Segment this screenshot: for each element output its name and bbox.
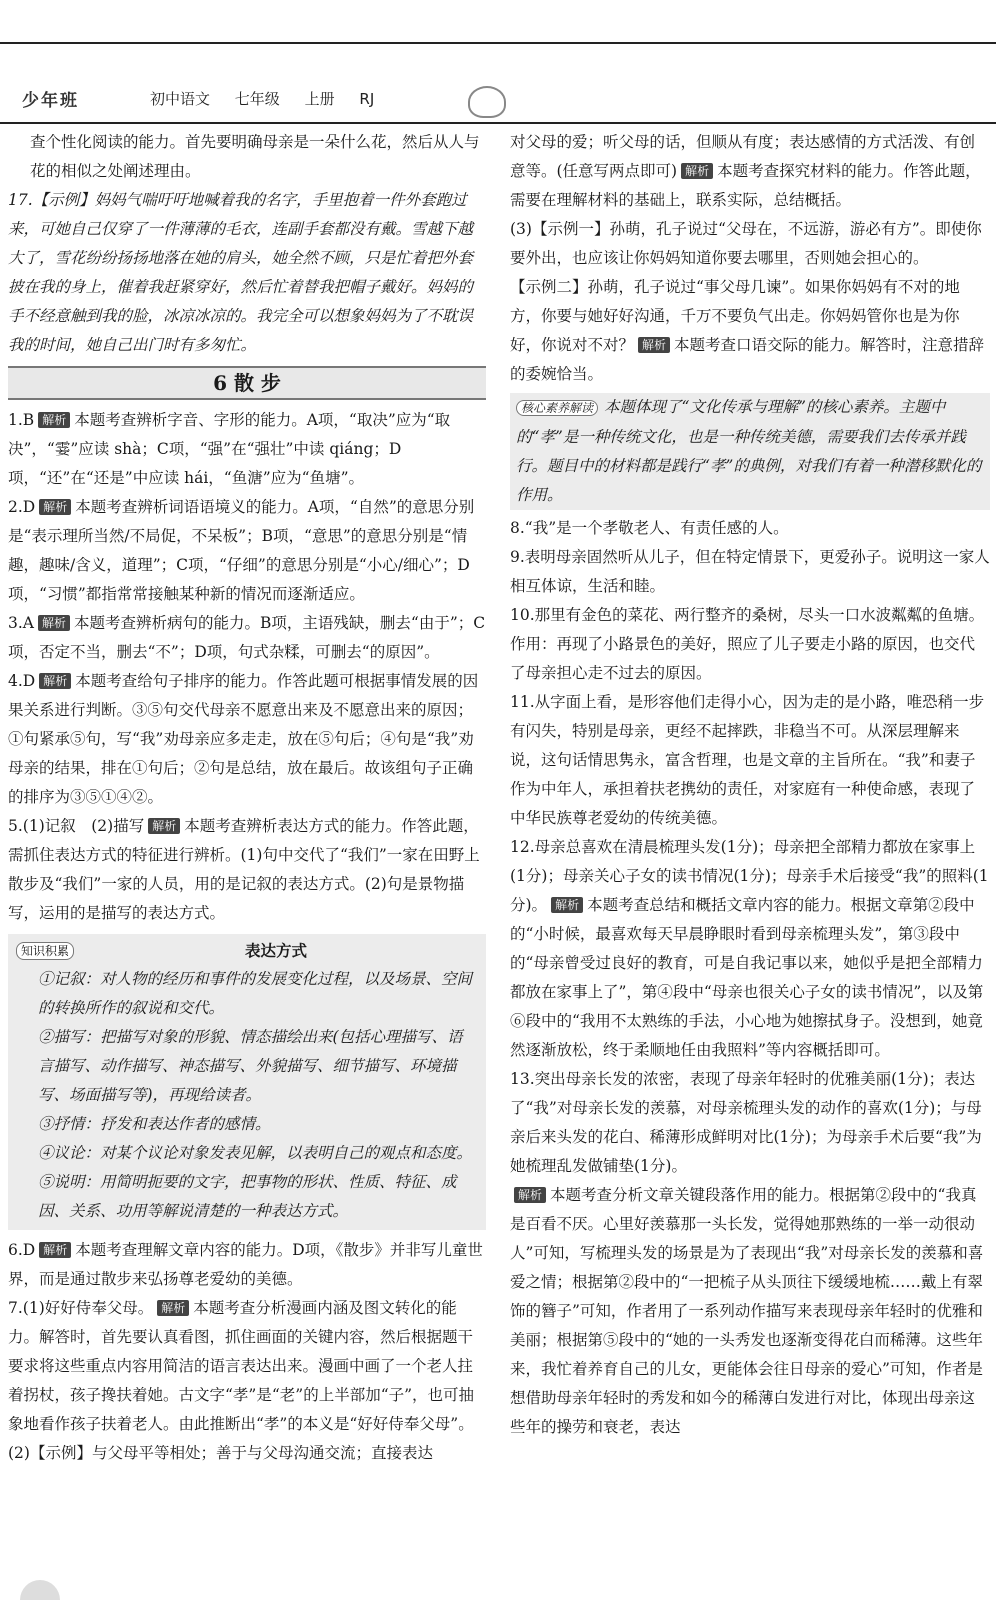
mascot-icon	[468, 86, 506, 118]
answer-13	[510, 1065, 990, 1181]
answer-text: 本题考查理解文章内容的能力。D项，《散步》并非写儿童世界，而是通过散步来弘扬尊老爱幼的美德。	[8, 1241, 483, 1288]
answer-11	[510, 688, 990, 833]
answer-7	[8, 1294, 486, 1439]
answer-num: 11.	[510, 693, 535, 711]
answer-7-2	[8, 1439, 486, 1468]
answer-4	[8, 667, 486, 812]
volume: 上册	[304, 90, 335, 108]
answer-text: 与父母平等相处；善于与父母沟通交流；直接表达	[91, 1444, 433, 1462]
analysis-tag: 解析	[39, 673, 71, 689]
answer-num: 1.B	[8, 411, 35, 429]
left-column	[8, 128, 486, 1468]
analysis-tag: 解析	[39, 1242, 71, 1258]
knowledge-header	[16, 936, 478, 965]
answer-text: 本题考查分析漫画内涵及图文转化的能力。解答时，首先要认真看图，抓住画面的关键内容，然后根据题干要求将这些重点内容用简洁的语言表达出来。漫画中画了一个老人拄着拐杖，孩子搀扶着她。古文字“孝”是“老”的上半部加“子”，也可抽象地看作孩子扶着老人。由此推断出“孝”的本义是“好好侍奉父母”。	[8, 1299, 475, 1433]
answer-num: 8.	[510, 519, 525, 537]
answer-8	[510, 514, 990, 543]
edition: RJ	[359, 90, 375, 108]
knowledge-title: 表达方式	[245, 941, 308, 960]
answer-9	[510, 543, 990, 601]
analysis-tag: 解析	[38, 615, 70, 631]
top-rule	[0, 42, 996, 44]
analysis-tag: 解析	[148, 818, 180, 834]
analysis-tag: 解析	[39, 499, 71, 515]
answer-num: 2.D	[8, 498, 36, 516]
analysis-text: 本题考查探究材料的能力。作答此题，需要在理解材料的基础上，联系实际，总结概括。	[510, 162, 981, 209]
answer-text: 【示例二】孙萌，孔子说过“事父母几谏”。如果你妈妈有不对的地方，你要与她好好沟通，千万不要负气出走。你妈妈管你也是为你好，你说对不对？	[510, 278, 960, 354]
answer-text: 本题考查给句子排序的能力。作答此题可根据事情发展的因果关系进行判断。③⑤句交代母亲不愿意出来及不愿意出来的原因；①句紧承⑤句，写“我”劝母亲应多走走，放在⑤句后；④句是“我”劝母亲的结果，排在①句后；②句是总结，放在最后。故该组句子正确的排序为③⑤①④②。	[8, 672, 479, 806]
answer-text: 表明母亲固然听从儿子，但在特定情景下，更爱孙子。说明这一家人相互体谅，生活和睦。	[510, 548, 990, 595]
answer-6	[8, 1236, 486, 1294]
answer-7-3: (3)【示例一】孙萌，孔子说过“父母在，不远游，游必有方”。即使你要外出，也应该让你妈妈知道你要去哪里，否则她会担心的。	[510, 220, 982, 267]
answer-text: 本题考查辨析词语语境义的能力。A项，“自然”的意思分别是“表示理所当然/不局促，不呆板”；B项，“意思”的意思分别是“情趣，趣味/含义，道理”；C项，“仔细”的意思分别是“小心/细心”；D项，“习惯”都指常常接触某种新的情况而逐渐适应。	[8, 498, 475, 603]
answer-7-3b	[510, 273, 990, 389]
core-text: 本题体现了“文化传承与理解”的核心素养。主题中的“孝”是一种传统文化，也是一种传统美德，需要我们去传承并践行。题目中的材料都是践行“孝”的典例，对我们有着一种潜移默化的作用。	[516, 398, 982, 504]
answer-num: 12.	[510, 838, 535, 856]
knowledge-line: ⑤说明：用简明扼要的文字，把事物的形状、性质、特征、成因、关系、功用等解说清楚的一种表达方式。	[38, 1173, 457, 1220]
answer-num: 6.D	[8, 1241, 36, 1259]
knowledge-line: ③抒情：抒发和表达作者的感情。	[38, 1115, 271, 1133]
answer-num: (2)【示例】	[8, 1444, 92, 1462]
analysis-text: 本题考查口语交际的能力。解答时，注意措辞的委婉恰当。	[510, 336, 985, 383]
answer-num: 4.D	[8, 672, 36, 690]
answer-num: 10.	[510, 606, 535, 624]
analysis-text: 本题考查分析文章关键段落作用的能力。根据第②段中的“我真是百看不厌。心里好羡慕那一头长发，觉得她那熟练的一举一动很动人”可知，写梳理头发的场景是为了表现出“我”对母亲长发的羡慕和喜爱之情；根据第②段中的“一把梳子从头顶往下缓缓地梳……戴上有翠饰的簪子”可知，作者用了一系列动作描写来表现母亲年轻时的优雅和美丽；根据第⑤段中的“她的一头秀发也逐渐变得花白而稀薄。这些年来，我忙着养育自己的儿女，更能体会往日母亲的爱心”可知，作者是想借助母亲年轻时的秀发和如今的稀薄白发进行对比，体现出母亲这些年的操劳和衰老，表达	[510, 1186, 984, 1436]
analysis-tag: 解析	[38, 412, 70, 428]
paragraph	[510, 128, 990, 215]
analysis-tag: 解析	[157, 1300, 189, 1316]
answer-text: 突出母亲长发的浓密，表现了母亲年轻时的优雅美丽(1分)；表达了“我”对母亲长发的羡慕，对母亲梳理头发的动作的喜欢(1分)；与母亲后来头发的花白、稀薄形成鲜明对比(1分)；为母亲手术后要“我”为她梳理乱发做铺垫(1分)。	[510, 1070, 982, 1175]
answer-num: 3.A	[8, 614, 34, 632]
core-literacy-box	[510, 393, 990, 510]
paragraph: 查个性化阅读的能力。首先要明确母亲是一朵什么花，然后从人与花的相似之处阐述理由。	[30, 133, 480, 180]
core-label: 核心素养解读	[516, 400, 598, 416]
answer-text: “我”是一个孝敬老人、有责任感的人。	[524, 519, 789, 537]
analysis-text: 本题考查总结和概括文章内容的能力。根据文章第②段中的“小时候，最喜欢每天早晨睁眼时看到母亲梳理头发”，第③段中的“母亲曾受过良好的教育，可是自我记事以来，她似乎是把全部精力都放在家事上了”，第④段中“母亲也很关心子女的读书情况”，以及第⑥段中的“我用不太熟练的手法，小心地为她擦拭身子。没想到，她竟然逐渐放松，终于柔顺地任由我照料”等内容概括即可。	[510, 896, 984, 1059]
answer-text: 本题考查辨析病句的能力。B项，主语残缺，删去“由于”；C项，否定不当，删去“不”；D项，句式杂糅，可删去“的原因”。	[8, 614, 486, 661]
corner-ornament-icon	[20, 1580, 60, 1600]
analysis-tag: 解析	[551, 897, 583, 913]
answer-text: 母亲总喜欢在清晨梳理头发(1分)；母亲把全部精力都放在家事上(1分)；母亲关心子女的读书情况(1分)；母亲手术后接受“我”的照料(1分)。	[510, 838, 989, 914]
answer-text: 本题考查辨析字音、字形的能力。A项，“取决”应为“取决”，“霎”应读 shà；C项，“强”在“强壮”中读 qiáng；D项，“还”在“还是”中应读 hái，“鱼溏”应为“鱼塘”。	[8, 411, 451, 487]
subject: 初中语文	[150, 90, 211, 108]
knowledge-line: ①记叙：对人物的经历和事件的发展变化过程，以及场景、空间的转换所作的叙说和交代。	[38, 970, 473, 1017]
brand-logo: 少年班	[22, 91, 79, 111]
answer-12	[510, 833, 990, 1065]
answer-2	[8, 493, 486, 609]
answer-num: 5.(1)记叙 (2)描写	[8, 817, 145, 835]
answer-text: 那里有金色的菜花、两行整齐的桑树，尽头一口水波粼粼的鱼塘。作用：再现了小路景色的美好，照应了儿子要走小路的原因，也交代了母亲担心走不过去的原因。	[510, 606, 985, 682]
knowledge-line: ④议论：对某个议论对象发表见解，以表明自己的观点和态度。	[38, 1144, 473, 1162]
answer-text: 从字面上看，是形容他们走得小心，因为走的是小路，唯恐稍一步有闪失，特别是母亲，更经不起摔跌，非稳当不可。从深层理解来说，这句话情思隽永，富含哲理，也是文章的主旨所在。“我”和妻子作为中年人，承担着扶老携幼的责任，对家庭有一种使命感，表现了中华民族尊老爱幼的传统美德。	[510, 693, 985, 827]
analysis-tag: 解析	[681, 163, 713, 179]
section-title: 6 散 步	[8, 366, 486, 400]
knowledge-line: ②描写：把描写对象的形貌、情态描绘出来(包括心理描写、语言描写、动作描写、神态描写、外貌描写、细节描写、环境描写、场面描写等)，再现给读者。	[38, 1028, 463, 1104]
answer-1	[8, 406, 486, 493]
answer-13-analysis	[510, 1181, 990, 1442]
book-meta	[150, 88, 394, 109]
knowledge-box	[8, 934, 486, 1230]
answer-text: 对父母的爱；听父母的话，但顺从有度；表达感情的方式活泼、有创意等。(任意写两点即可)	[510, 133, 976, 180]
right-column	[510, 128, 990, 1442]
answer-text: 本题考查辨析表达方式的能力。作答此题，需抓住表达方式的特征进行辨析。(1)句中交代了“我们”一家在田野上散步及“我们”一家的人员，用的是记叙的表达方式。(2)句是景物描写，运用的是描写的表达方式。	[8, 817, 480, 922]
answer-3	[8, 609, 486, 667]
answer-10	[510, 601, 990, 688]
answer-num: 9.	[510, 548, 525, 566]
analysis-tag: 解析	[514, 1187, 546, 1203]
answer-5	[8, 812, 486, 928]
grade: 七年级	[234, 90, 280, 108]
answer-17: 17.【示例】妈妈气喘吁吁地喊着我的名字，手里抱着一件外套跑过来，可她自己仅穿了一件薄薄的毛衣，连副手套都没有戴。雪越下越大了，雪花纷纷扬扬地落在她的肩头，她全然不顾，只是忙着把外套披在我的身上，催着我赶紧穿好，然后忙着替我把帽子戴好。妈妈的手不经意触到我的脸，冰凉冰凉的。我完全可以想象妈妈为了不耽误我的时间，她自己出门时有多匆忙。	[8, 191, 474, 354]
page-header	[0, 86, 996, 120]
answer-num: 7.(1)好好侍奉父母。	[8, 1299, 154, 1317]
analysis-tag: 解析	[638, 337, 670, 353]
knowledge-label: 知识积累	[16, 942, 74, 960]
header-rule	[0, 122, 996, 124]
answer-num: 13.	[510, 1070, 535, 1088]
